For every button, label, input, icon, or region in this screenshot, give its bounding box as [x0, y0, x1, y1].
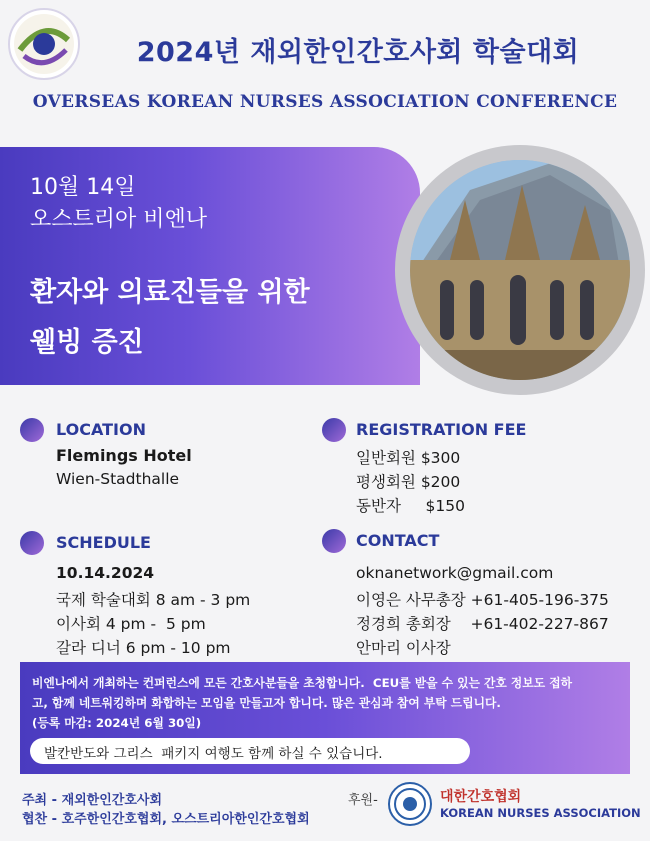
registration-fee-lifetime: 평생회원 $200 — [356, 473, 461, 491]
schedule-item-conference: 국제 학술대회 8 am - 3 pm — [56, 591, 251, 609]
registration-fee-regular: 일반회원 $300 — [356, 449, 461, 467]
notice-deadline: (등록 마감: 2024년 6월 30일) — [32, 716, 202, 730]
contact-president: 정경희 총회장 +61-402-227-867 — [356, 615, 609, 633]
event-city: 오스트리아 비엔나 — [30, 207, 208, 232]
footer-cohost: 협찬 - 호주한인간호협회, 오스트리아한인간호협회 — [22, 812, 310, 827]
cathedral-photo — [410, 160, 630, 380]
footer-host: 주최 - 재외한인간호사회 — [22, 793, 163, 808]
kna-name-korean: 대한간호협회 — [440, 789, 522, 805]
location-heading: LOCATION — [56, 420, 146, 439]
tour-text: 발칸반도와 그리스 패키지 여행도 함께 하실 수 있습니다. — [44, 746, 383, 762]
schedule-bullet-icon — [20, 531, 44, 555]
schedule-item-board: 이사회 4 pm - 5 pm — [56, 615, 206, 633]
registration-heading: REGISTRATION FEE — [356, 420, 527, 439]
contact-bullet-icon — [322, 529, 346, 553]
notice-line2: 고, 함께 네트워킹하며 화합하는 모임을 만들고자 합니다. 많은 관심과 참여 부탁 드립니다. — [32, 696, 501, 710]
contact-email[interactable]: oknanetwork@gmail.com — [356, 564, 554, 582]
notice-line1: 비엔나에서 개최하는 컨퍼런스에 모든 간호사분들을 초청합니다. CEU를 받을 수 있는 간호 정보도 접하 — [32, 676, 573, 690]
conference-title-english: OVERSEAS KOREAN NURSES ASSOCIATION CONFERENCE — [32, 92, 618, 112]
kna-logo — [388, 782, 432, 826]
schedule-heading: SCHEDULE — [56, 533, 151, 552]
registration-fee-companion: 동반자 $150 — [356, 497, 466, 515]
contact-heading: CONTACT — [356, 531, 440, 550]
location-area: Wien-Stadthalle — [56, 470, 180, 488]
registration-bullet-icon — [322, 418, 346, 442]
notice-text — [32, 673, 622, 733]
kna-name-english: KOREAN NURSES ASSOCIATION — [440, 806, 641, 820]
contact-director: 안마리 이사장 — [356, 639, 451, 657]
footer-sponsor-label: 후원- — [348, 793, 378, 808]
event-theme-line1: 환자와 의료진들을 위한 — [30, 277, 310, 308]
event-date: 10월 14일 — [30, 175, 136, 200]
contact-secretary-general: 이영은 사무총장 +61-405-196-375 — [356, 591, 609, 609]
okna-logo — [8, 8, 80, 80]
schedule-date: 10.14.2024 — [56, 564, 155, 582]
schedule-item-gala: 갈라 디너 6 pm - 10 pm — [56, 639, 231, 657]
location-venue: Flemings Hotel — [56, 446, 192, 465]
conference-title-korean: 2024년 재외한인간호사회 학술대회 — [136, 37, 580, 68]
location-bullet-icon — [20, 418, 44, 442]
event-theme-line2: 웰빙 증진 — [30, 327, 144, 358]
